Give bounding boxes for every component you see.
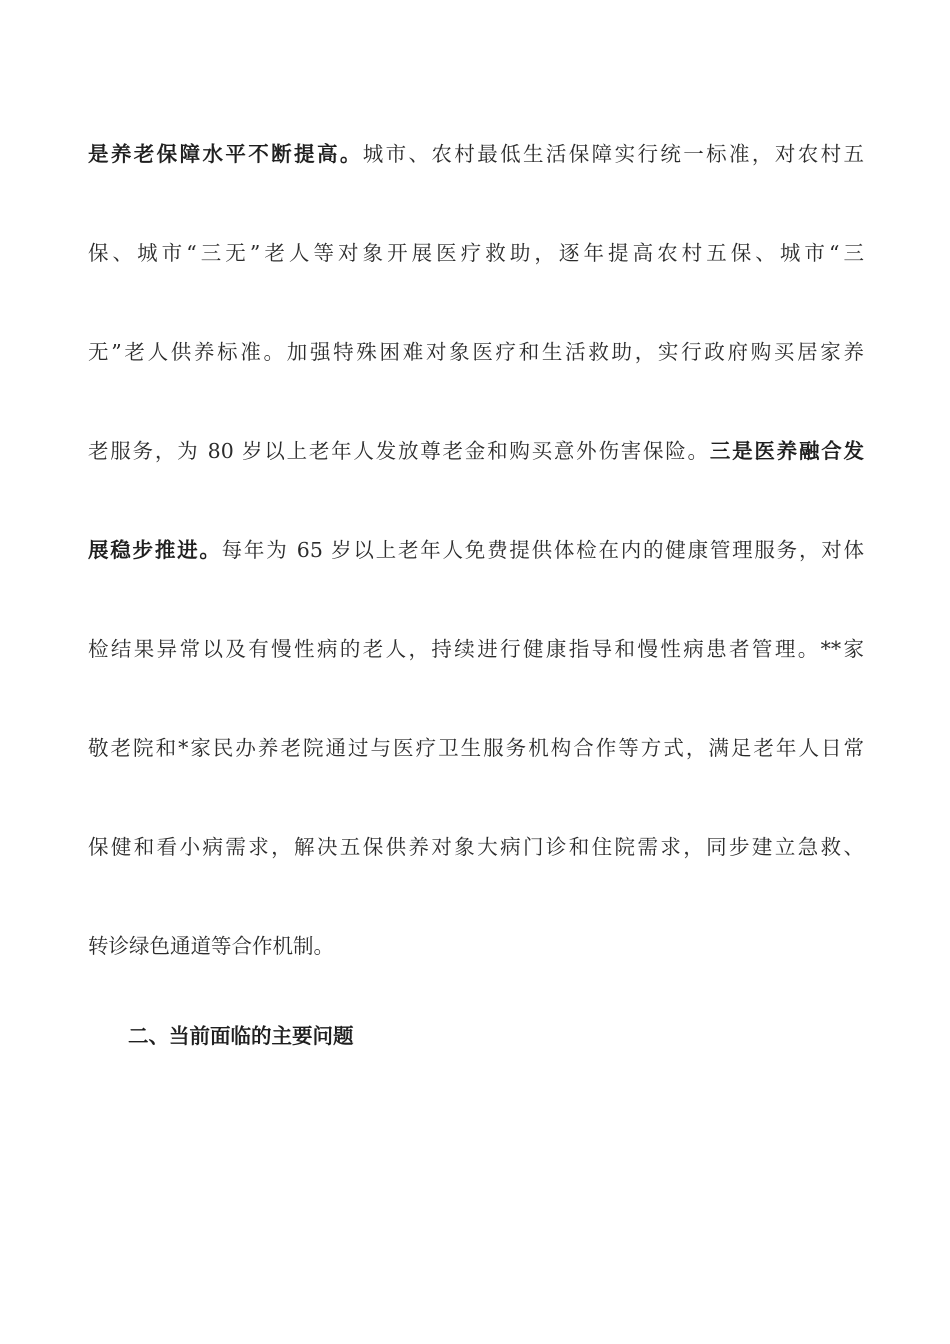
paragraph-line-3 (88, 338, 864, 366)
paragraph-line-4 (88, 437, 864, 465)
line-text: 保健和看小病需求，解决五保供养对象大病门诊和住院需求，同步建立急救、 (88, 835, 864, 859)
bold-phrase: 是养老保障水平不断提高。 (88, 142, 363, 166)
paragraph-line-8 (88, 833, 864, 861)
line-text: 转诊绿色通道等合作机制。 (88, 934, 334, 958)
line-text: 无”老人供养标准。加强特殊困难对象医疗和生活救助，实行政府购买居家养 (88, 340, 864, 364)
paragraph-line-9 (88, 932, 864, 960)
section-heading: 二、当前面临的主要问题 (128, 1024, 354, 1048)
paragraph-line-2 (88, 239, 864, 267)
paragraph-line-6 (88, 635, 864, 663)
paragraph-line-5 (88, 536, 864, 564)
line-text: 每年为 65 岁以上老年人免费提供体检在内的健康管理服务，对体 (221, 538, 864, 562)
line-text: 老服务，为 80 岁以上老年人发放尊老金和购买意外伤害保险。 (88, 439, 710, 463)
bold-phrase: 展稳步推进。 (88, 538, 222, 562)
line-text: 城市、农村最低生活保障实行统一标准，对农村五 (362, 142, 865, 166)
paragraph-line-1 (88, 140, 864, 168)
line-text: 敬老院和*家民办养老院通过与医疗卫生服务机构合作等方式，满足老年人日常 (88, 736, 864, 760)
line-text: 保、城市“三无”老人等对象开展医疗救助，逐年提高农村五保、城市“三 (88, 241, 864, 265)
bold-phrase: 三是医养融合发 (709, 439, 864, 463)
paragraph-line-7 (88, 734, 864, 762)
line-text: 检结果异常以及有慢性病的老人，持续进行健康指导和慢性病患者管理。**家 (88, 637, 864, 661)
